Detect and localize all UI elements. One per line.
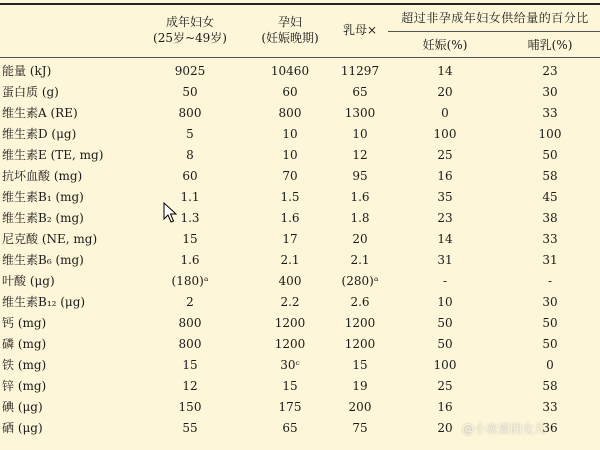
lactation-percent: 30	[542, 295, 558, 309]
pregnancy-percent: 25	[437, 148, 453, 162]
pregnant-value: 1.5	[280, 190, 300, 204]
nutrient-name: 叶酸 (μg)	[2, 274, 55, 288]
pregnancy-percent: -	[442, 274, 448, 288]
lactation-percent: 58	[542, 169, 558, 183]
lactation-percent: 50	[542, 316, 558, 330]
pregnant-value: 2.2	[280, 295, 300, 309]
table-row	[0, 376, 600, 397]
header-pregnancy-percent: 妊娠(%)	[422, 38, 468, 52]
pregnancy-percent: 14	[437, 64, 453, 78]
pregnancy-percent: 10	[437, 295, 453, 309]
lactation-percent: 31	[542, 253, 558, 267]
nutrient-name: 维生素A (RE)	[2, 106, 78, 120]
pregnant-value: 15	[282, 379, 298, 393]
table-row	[0, 103, 600, 124]
table-row	[0, 82, 600, 103]
lactating-value: 2.6	[350, 295, 370, 309]
nutrient-name: 磷 (mg)	[2, 337, 47, 351]
nutrient-name: 维生素D (μg)	[2, 127, 77, 141]
pregnant-value: 800	[278, 106, 302, 120]
pregnancy-percent: 16	[437, 169, 453, 183]
table-row	[0, 145, 600, 166]
nutrient-name: 蛋白质 (g)	[2, 85, 59, 99]
adult-women-value: 9025	[174, 64, 206, 78]
lactation-percent: 23	[542, 64, 558, 78]
adult-women-value: 800	[178, 106, 202, 120]
header-lactating: 乳母×	[342, 23, 378, 37]
table-row	[0, 166, 600, 187]
lactating-value: 65	[352, 85, 368, 99]
pregnancy-percent: 16	[437, 400, 453, 414]
table-row	[0, 397, 600, 418]
pregnancy-percent: 100	[433, 127, 457, 141]
lactating-value: 2.1	[350, 253, 370, 267]
pregnant-value: 175	[278, 400, 302, 414]
table-row	[0, 355, 600, 376]
watermark: @小欢喜的女儿	[462, 422, 547, 436]
table-top-rule	[0, 3, 600, 5]
lactating-value: 1.8	[350, 211, 370, 225]
table-row	[0, 187, 600, 208]
lactation-percent: 33	[542, 106, 558, 120]
pregnant-value: 30ᶜ	[280, 358, 300, 372]
pregnant-value: 60	[282, 85, 298, 99]
lactation-percent: -	[547, 274, 553, 288]
mouse-pointer-icon	[163, 202, 177, 224]
pregnancy-percent: 100	[433, 358, 457, 372]
pregnancy-percent: 20	[437, 421, 453, 435]
lactation-percent: 38	[542, 211, 558, 225]
adult-women-value: 50	[182, 85, 198, 99]
header-pregnant: 孕妇 (妊娠晚期)	[261, 15, 319, 45]
adult-women-value: 800	[178, 316, 202, 330]
pregnant-value: 10	[282, 148, 298, 162]
adult-women-value: 55	[182, 421, 198, 435]
nutrient-name: 维生素E (TE, mg)	[2, 148, 104, 162]
adult-women-value: 1.3	[180, 211, 200, 225]
nutrient-name: 抗坏血酸 (mg)	[2, 169, 83, 183]
lactation-percent: 100	[538, 127, 562, 141]
adult-women-value: (180)ᵃ	[171, 274, 209, 288]
pregnancy-percent: 20	[437, 85, 453, 99]
table-row	[0, 229, 600, 250]
pregnant-value: 400	[278, 274, 302, 288]
pregnancy-percent: 50	[437, 316, 453, 330]
lactation-percent: 33	[542, 400, 558, 414]
lactating-value: 1300	[344, 106, 376, 120]
lactation-percent: 50	[542, 337, 558, 351]
pregnant-value: 10	[282, 127, 298, 141]
table-row	[0, 271, 600, 292]
nutrient-name: 维生素B₁ (mg)	[2, 190, 84, 204]
pregnant-value: 1200	[274, 337, 306, 351]
lactation-percent: 0	[546, 358, 554, 372]
lactating-value: 75	[352, 421, 368, 435]
lactation-percent: 45	[542, 190, 558, 204]
nutrient-name: 铁 (mg)	[2, 358, 47, 372]
lactation-percent: 30	[542, 85, 558, 99]
lactating-value: 95	[352, 169, 368, 183]
lactation-percent: 33	[542, 232, 558, 246]
table-row	[0, 292, 600, 313]
header-percent-group: 超过非孕成年妇女供给量的百分比	[401, 11, 589, 25]
lactating-value: 1200	[344, 337, 376, 351]
nutrient-name: 维生素B₆ (mg)	[2, 253, 84, 267]
header-lactation-percent: 哺乳(%)	[527, 38, 573, 52]
pregnant-value: 17	[282, 232, 298, 246]
lactation-percent: 58	[542, 379, 558, 393]
lactation-percent: 36	[542, 421, 558, 435]
adult-women-value: 12	[182, 379, 198, 393]
adult-women-value: 800	[178, 337, 202, 351]
adult-women-value: 60	[182, 169, 198, 183]
nutrient-name: 锌 (mg)	[2, 379, 47, 393]
lactating-value: 10	[352, 127, 368, 141]
nutrient-name: 碘 (μg)	[2, 400, 43, 414]
pregnant-value: 10460	[270, 64, 310, 78]
table-row	[0, 334, 600, 355]
pregnant-value: 70	[282, 169, 298, 183]
lactating-value: 19	[352, 379, 368, 393]
table-row	[0, 124, 600, 145]
adult-women-value: 2	[186, 295, 194, 309]
pregnant-value: 1200	[274, 316, 306, 330]
adult-women-value: 15	[182, 358, 198, 372]
pregnancy-percent: 50	[437, 337, 453, 351]
table-row	[0, 61, 600, 82]
header-adult-women: 成年妇女 (25岁~49岁)	[153, 15, 227, 45]
lactating-value: 20	[352, 232, 368, 246]
lactating-value: 12	[352, 148, 368, 162]
pregnancy-percent: 0	[441, 106, 449, 120]
lactating-value: 1200	[344, 316, 376, 330]
nutrient-name: 维生素B₁₂ (μg)	[2, 295, 86, 309]
lactating-value: (280)ᵃ	[341, 274, 379, 288]
nutrient-name: 硒 (μg)	[2, 421, 43, 435]
adult-women-value: 150	[178, 400, 202, 414]
header-bottom-rule	[0, 57, 600, 58]
table-row	[0, 208, 600, 229]
pregnancy-percent: 35	[437, 190, 453, 204]
table-row	[0, 313, 600, 334]
adult-women-value: 1.6	[180, 253, 200, 267]
group-header-rule	[388, 31, 600, 32]
lactating-value: 200	[348, 400, 372, 414]
pregnancy-percent: 25	[437, 379, 453, 393]
pregnancy-percent: 14	[437, 232, 453, 246]
pregnant-value: 1.6	[280, 211, 300, 225]
table-row	[0, 250, 600, 271]
lactating-value: 1.6	[350, 190, 370, 204]
nutrient-name: 尼克酸 (NE, mg)	[2, 232, 98, 246]
lactating-value: 15	[352, 358, 368, 372]
pregnant-value: 2.1	[280, 253, 300, 267]
nutrient-name: 钙 (mg)	[2, 316, 47, 330]
adult-women-value: 15	[182, 232, 198, 246]
nutrient-name: 维生素B₂ (mg)	[2, 211, 84, 225]
adult-women-value: 1.1	[180, 190, 200, 204]
pregnancy-percent: 23	[437, 211, 453, 225]
lactation-percent: 50	[542, 148, 558, 162]
pregnancy-percent: 31	[437, 253, 453, 267]
nutrient-name: 能量 (kJ)	[2, 64, 52, 78]
adult-women-value: 8	[186, 148, 194, 162]
pregnant-value: 65	[282, 421, 298, 435]
adult-women-value: 5	[186, 127, 194, 141]
lactating-value: 11297	[340, 64, 380, 78]
